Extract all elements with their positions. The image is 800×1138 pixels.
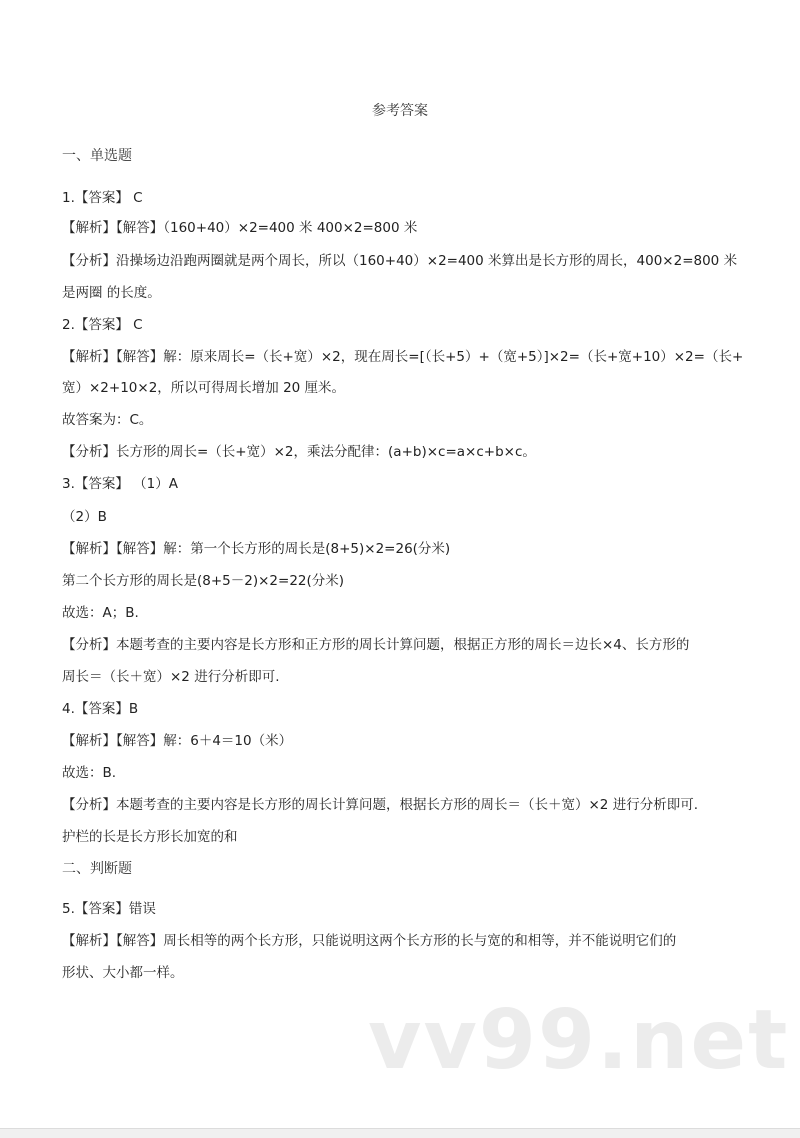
section-heading-true-false: 二、判断题 bbox=[62, 861, 132, 877]
answer-line: 【分析】沿操场边沿跑两圈就是两个周长，所以（160+40）×2=400 米算出是长方形的周长，400×2=800 米 bbox=[62, 253, 738, 269]
answer-line: 护栏的长是长方形长加宽的和 bbox=[62, 829, 238, 845]
section-heading-single-choice: 一、单选题 bbox=[62, 148, 132, 164]
answer-line: 4.【答案】B bbox=[62, 701, 139, 717]
answer-line: 第二个长方形的周长是(8+5－2)×2=22(分米) bbox=[62, 573, 345, 589]
answer-line: 【分析】本题考查的主要内容是长方形的周长计算问题，根据长方形的周长＝（长＋宽）×2 进行分析即可. bbox=[62, 797, 698, 813]
answer-line: 1.【答案】 C bbox=[62, 190, 143, 206]
answer-line: 【分析】本题考查的主要内容是长方形和正方形的周长计算问题，根据正方形的周长＝边长×4、长方形的 bbox=[62, 637, 690, 653]
answer-line: （2）B bbox=[62, 509, 107, 525]
answer-line: 形状、大小都一样。 bbox=[62, 965, 184, 981]
answer-line: 【分析】长方形的周长=（长+宽）×2，乘法分配律：(a+b)×c=a×c+b×c。 bbox=[62, 444, 536, 460]
answer-line: 【解析】【解答】解：第一个长方形的周长是(8+5)×2=26(分米) bbox=[62, 541, 451, 557]
answer-line: 故选：B. bbox=[62, 765, 117, 781]
answer-line: 是两圈 的长度。 bbox=[62, 285, 161, 301]
answer-line: 5.【答案】错误 bbox=[62, 901, 156, 917]
answer-line: 2.【答案】 C bbox=[62, 317, 143, 333]
page-title: 参考答案 bbox=[372, 103, 428, 119]
answer-line: 【解析】【解答】（160+40）×2=400 米 400×2=800 米 bbox=[62, 220, 418, 236]
answer-line: 故选：A；B. bbox=[62, 605, 139, 621]
answer-line: 3.【答案】 （1）A bbox=[62, 476, 178, 492]
watermark: vv99.net bbox=[368, 993, 790, 1088]
answer-line: 故答案为：C。 bbox=[62, 412, 153, 428]
answer-line: 【解析】【解答】周长相等的两个长方形，只能说明这两个长方形的长与宽的和相等，并不能说明它们的 bbox=[62, 933, 677, 949]
answer-line: 【解析】【解答】解：原来周长=（长+宽）×2，现在周长=[（长+5）+（宽+5）]×2=（长+宽+10）×2=（长+ bbox=[62, 349, 744, 365]
answer-line: 宽）×2+10×2，所以可得周长增加 20 厘米。 bbox=[62, 380, 346, 396]
answer-line: 【解析】【解答】解：6＋4＝10（米） bbox=[62, 733, 293, 749]
answer-line: 周长＝（长＋宽）×2 进行分析即可. bbox=[62, 669, 280, 685]
